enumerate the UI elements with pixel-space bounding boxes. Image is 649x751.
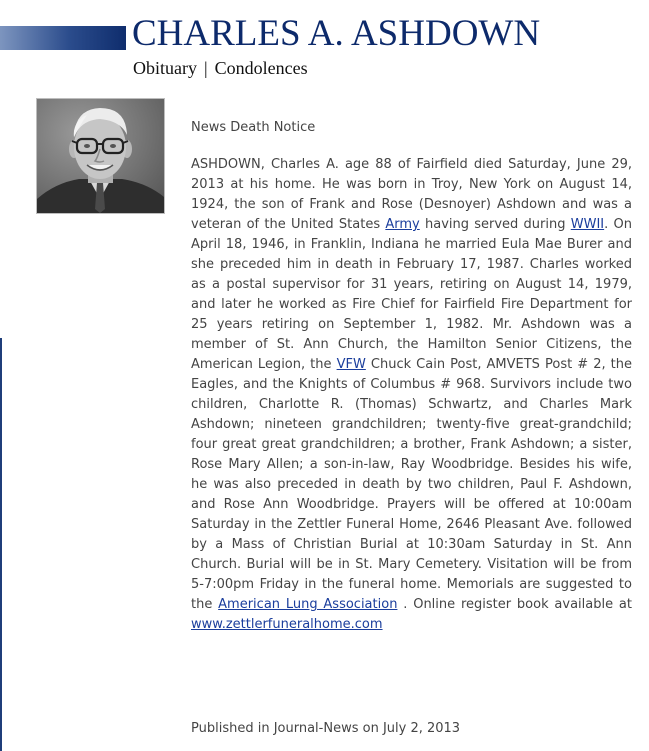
- inline-link-vfw[interactable]: VFW: [336, 357, 366, 372]
- portrait-photo-image: [37, 99, 164, 213]
- obituary-body-text: [191, 155, 632, 635]
- body-text-segment: having served during: [419, 217, 571, 232]
- body-text-segment: . Online register book available at: [397, 597, 632, 612]
- inline-link-www-zettlerfuneralhome-com[interactable]: www.zettlerfuneralhome.com: [191, 617, 383, 632]
- inline-link-army[interactable]: Army: [385, 217, 420, 232]
- nav-condolences-link[interactable]: Condolences: [214, 58, 308, 78]
- left-border-rule: [0, 338, 2, 751]
- body-text-segment: Chuck Cain Post, AMVETS Post # 2, the Eagles, and the Knights of Columbus # 968. Survivors include two children, Charlotte R. (Thomas) Schwartz, and Charles Mark Ashdown; nineteen grandchildren; twenty-five great-grandchild; four great great grandchildren; a brother, Frank Ashdown; a sister, Rose Mary Allen; a son-in-law, Ray Woodbridge. Besides his wife, he was also preceded in death by two children, Paul F. Ashdown, and Rose Ann Woodbridge. Prayers will be offered at 10:00am Saturday in the Zettler Funeral Home, 2646 Pleasant Ave. followed by a Mass of Christian Burial at 10:30am Saturday in St. Ann Church. Burial will be in St. Mary Cemetery. Visitation will be from 5-7:00pm Friday in the funeral home. Memorials are suggested to the: [191, 357, 633, 612]
- nav-separator: |: [203, 58, 208, 78]
- published-line: Published in Journal-News on July 2, 2013: [191, 721, 461, 736]
- inline-link-wwii[interactable]: WWII: [570, 217, 605, 232]
- portrait-photo: [36, 98, 165, 214]
- header-accent-bar: [0, 26, 126, 50]
- body-text-segment: . On April 18, 1946, in Franklin, Indiana he married Eula Mae Burer and she preceded him in death in February 17, 1987. Charles worked as a postal supervisor for 31 years, retiring on August 14, 1979, and later he worked as Fire Chief for Fairfield Fire Department for 25 years retiring on September 1, 1982. Mr. Ashdown was a member of St. Ann Church, the Hamilton Senior Citizens, the American Legion, the: [191, 217, 632, 372]
- inline-link-american-lung-association[interactable]: American Lung Association: [218, 597, 398, 612]
- nav-obituary-link[interactable]: Obituary: [133, 58, 197, 78]
- body-text-segment: ASHDOWN, Charles A. age 88 of Fairfield died Saturday, June 29, 2013 at his home. He was born in Troy, New York on August 14, 1924, the son of Frank and Rose (Desnoyer) Ashdown and was a veteran of the United States: [191, 157, 632, 232]
- notice-heading: News Death Notice: [191, 120, 316, 135]
- obituary-subnav: [133, 57, 308, 79]
- page-title: CHARLES A. ASHDOWN: [132, 13, 541, 54]
- obituary-content: [191, 118, 632, 635]
